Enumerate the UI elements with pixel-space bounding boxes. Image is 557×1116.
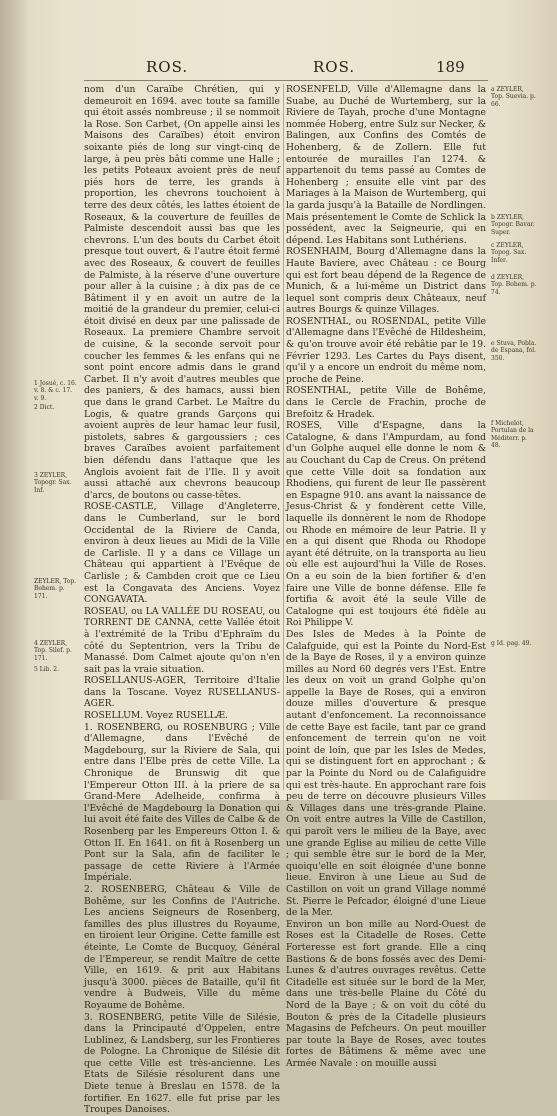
paragraph: ROSENTHAL, ou ROSENDAL, petite Ville d'Allemagne dans l'Evêché de Hildesheim, & qu'on trouve avoir été rebâtie par le 19. Février 1293. Les Cartes du Pays disent, qu'il y a encore un endroit du même nom, proche de Peine. (286, 315, 486, 385)
paragraph: ROSENFELD, Ville d'Allemagne dans la Suabe, au Duché de Wurtemberg, sur la Riviere de Tayah, proche d'une Montagne nommée Hoberg, entre Sulz sur Necker, & Balingen, aux Confins des Comtés de Hohenberg, & de Zollern. Elle fut entourée de murailles l'an 1274. & appartenoit du tems passé au Comtes de Hohenberg ; ensuite elle vint par des Mariages à la Maison de Wurtemberg, qui la garda jusqu'à la Bataille de Nordlingen. Mais présentement le Comte de Schlick la possédent, avec la Seigneurie, qui en dépend. Les Habitans sont Luthériens. (286, 84, 486, 246)
margin-note-left: ZEYLER, Top. Bohem. p. 171. (34, 578, 77, 600)
left-column (84, 84, 280, 1116)
paragraph: Environ un bon mille au Nord-Ouest de Roses est la Citadelle de Roses. Cette Forteresse est fort grande. Elle a cinq Bastions & de bons fossés avec des Demi-Lunes & d'autres ouvrages revêtus. Cette Citadelle est située sur le bord de la Mer, dans une très-belle Plaine du Côté du Nord de la Baye ; & on voit du côté du Bouton & près de la Citadelle plusieurs Magasins de Pefcheurs. On peut mouiller par toute la Baye de Roses, avec toutes fortes de Bâtimens & même avec une Armée Navale : on mouille aussi (286, 918, 486, 1069)
page-header (0, 58, 557, 82)
paragraph: ROSENHAIM, Bourg d'Allemagne dans la Haute Baviere, avec Château : ce Bourg qui est fort beau dépend de la Regence de Munich, & a lui-même un District dans lequel sont compris deux Châteaux, neuf autres Bourgs & quinze Villages. (286, 246, 486, 316)
paragraph: ROSELLUM. Voyez RUSELLÆ. (84, 710, 228, 722)
paragraph: ROSENTHAL, petite Ville de Bohême, dans le Cercle de Frachin, proche de Brefoitz & Hradek. (286, 385, 486, 420)
paragraph: ROSELLANUS-AGER, Territoire d'Italie dans la Toscane. Voyez RUSELLANUS-AGER. (84, 675, 280, 710)
margin-note-left: 2 Dict. (34, 404, 55, 411)
paragraph: nom d'un Caraïbe Chrétien, qui y demeuroit en 1694. avec toute sa famille qui étoit assés nombreuse ; il se nommoit la Rose. Son Carbet, (On appelle ainsi les Maisons des Caraïbes) étoit environ soixante piés de long sur vingt-cinq de large, à peu près bâti comme une Halle ; les petits Poteaux avoient près de neuf piés hors de terre, les grands à proportion, les chevrons touchoient à terre des deux côtés, les lattes étoient de Roseaux, & la couverture de feuilles de Palmiste descendoit aussi bas que les chevrons. L'un des bouts du Carbet étoit presque tout ouvert, & l'autre étoit fermé avec des Roseaux, & couvert de feuilles de Palmiste, à la réserve d'une ouverture pour aller à la cuisine ; à dix pas de ce Bâtiment il y en avoit un autre de la moitié de la grandeur du premier, celui-ci étoit divisé en deux par une palissade de Roseaux. La premiere Chambre servoit de cuisine, & la seconde servoit pour coucher les femmes & les enfans qui ne sont point encore admis dans le grand Carbet. Il n'y avoit d'autres meubles que des paniers, & des hamacs, aussi bien que dans le grand Carbet. Le Maître du Logis, & quatre grands Garçons qui avoient auprès de leur hamac leur fusil, pistolets, sabres & gargoussiers ; ces braves Caraïbes avoient parfaitement bien défendu dans l'attaque que les Anglois avoient fait de l'Ile. Il y avoit aussi attaché aux chevrons beaucoup d'arcs, de boutons ou casse-têtes. (84, 84, 280, 501)
paragraph: ROSES, Ville d'Espagne, dans la Catalogne, & dans l'Ampurdam, au fond d'un Golphe auquel elle donne le nom & au Couchant du Cap de Creus. On prétend que cette Ville doit sa fondation aux Rhodiens, qui furent de leur Ile passèrent en Espagne 910. ans avant la naissance de Jesus-Christ & y fondèrent cette Ville, laquelle ils donnèrent le nom de Rhodope ou Rhode en mémoire de leur Patrie. Il y en a qui disent que Rhoda ou Rhodope ayant été détruite, on la transporta au lieu où elle est aujourd'hui la Ville de Roses. On a eu soin de la bien fortifier & d'en faire une Ville de bonne défense. Elle fe fortifia & avoit été la seule Ville de Catalogne qui est toujours été fidèle au Roi Philippe V. (286, 420, 486, 629)
column-divider (283, 84, 284, 790)
running-head-left: ROS. (146, 58, 189, 76)
paragraph: ROSE-CASTLE, Village d'Angleterre, dans le Cumberland, sur le bord Occidental de la Riviere de Canda, environ à deux lieues au Midi de la Ville de Carlisle. Il y a dans ce Village un Château qui appartient à l'Evêque de Carlisle ; & Cambden croit que ce Lieu est la Congavata des Anciens. Voyez CONGAVATA. (84, 501, 280, 606)
right-column (286, 84, 486, 1069)
paragraph: 3. ROSENBERG, petite Ville de Silésie, dans la Principauté d'Oppelen, entre Lublinez, & Landsberg, sur les Frontieres de Pologne. La Chronique de Silésie dit que cette Ville est très-ancienne. Les Etats de Silésie résolurent dans une Diete tenue à Breslau en 1578. de la fortifier. En 1627. elle fut prise par les Troupes Danoises. (84, 1011, 280, 1116)
paragraph: ROSEAU, ou LA VALLÉE DU ROSEAU, ou TORRENT DE CANNA, cette Vallée étoit à l'extrémité de la Tribu d'Ephraïm du côté du Septentrion, vers la Tribu de Manassé. Dom Calmet ajoute qu'on n'en sait pas la vraie situation. (84, 605, 280, 675)
margin-note-right: e Stuva, Pobla. de Espana, fol. 350. (491, 340, 537, 362)
header-rule (84, 80, 488, 81)
margin-note-right: a ZEYLER, Top. Suevia. p. 66. (491, 86, 536, 108)
margin-note-right: f Michelot, Portulan de la Méditerr. p. 48. (491, 420, 534, 450)
margin-note-left: 1 Josué, c. 16. v. 8. & c. 17. v. 9. (34, 380, 77, 402)
binding-shadow (0, 0, 30, 800)
running-head-right: ROS. (313, 58, 356, 76)
page-number: 189 (436, 58, 465, 76)
paragraph: 2. ROSENBERG, Château & Ville de Bohême, sur les Confins de l'Autriche. Les anciens Seigneurs de Rosenberg, familles des plus illustres du Royaume, en tiroient leur Origine. Cette famille est éteinte, Le Comte de Bucquoy, Général de l'Empereur, se rendit Maître de cette Ville, en 1619. & prit aux Habitans jusqu'à 3000. pièces de Bataille, qu'il fit vendre à Budweis, Ville du même Royaume de Bohême. (84, 883, 280, 1011)
paragraph: 1. ROSENBERG, ou ROSENBURG ; Ville d'Allemagne, dans l'Evêché de Magdebourg, sur la Riviere de Sala, qui entre dans l'Elbe près de cette Ville. La Chronique de Brunswig dit que l'Empereur Otton III. à la priere de sa Grand-Mere Adelheide, confirma à l'Evêché de Magdebourg la Donation qui lui avoit été faite des Villes de Calbe & de Rosenberg par les Empereurs Otton I. & Otton II. En 1641. on fit à Rosenberg un Pont sur la Sala, afin de faciliter le passage de cette Riviere à l'Armée Impériale. (84, 721, 280, 884)
margin-note-left: 3 ZEYLER, Topogr. Sax. Inf. (34, 472, 72, 494)
margin-note-right: b ZEYLER, Topogr. Bavar. Super. (491, 214, 535, 236)
paragraph: Des Isles de Medes à la Pointe de Calafguide, qui est la Pointe du Nord-Est de la Baye de Roses, il y a environ quinze milles au Nord 60 degrés vers l'Est. Entre les deux on voit un grand Golphe qu'on appelle la Baye de Roses, qui a environ douze milles d'ouverture & presque autant d'enfoncement. La reconnoissance de cette Baye est facile, tant par ce grand enfoncement de terrein qu'on ne voit point de loin, que par les Isles de Medes, qui se distinguent fort en approchant ; & par la Pointe du Nord ou de Calafiguidre qui est très-haute. En approchant rare fois peu de terre on découvre plusieurs Villes & Villages dans une très-grande Plaine. On voit entre autres la Ville de Castillon, qui paroît vers le milieu de la Baye, avec une grande Eglise au milieu de cette Ville ; qui semble être sur le bord de la Mer, quoiqu'elle en soit éloignée d'une bonne lieue. Environ à une Lieue au Sud de Castillon on voit un grand Village nommé St. Pierre le Pefcador, éloigné d'une Lieue de la Mer. (286, 628, 486, 919)
margin-note-right: g Id. pag. 49. (491, 640, 532, 647)
margin-note-right: d ZEYLER, Top. Bohem. p. 74. (491, 274, 537, 296)
margin-note-left: 5 Lib. 2. (34, 666, 60, 673)
margin-note-right: c ZEYLER, Topog. Sax. Infer. (491, 242, 527, 264)
margin-note-left: 4 ZEYLER, Top. Silef. p. 171. (34, 640, 72, 662)
